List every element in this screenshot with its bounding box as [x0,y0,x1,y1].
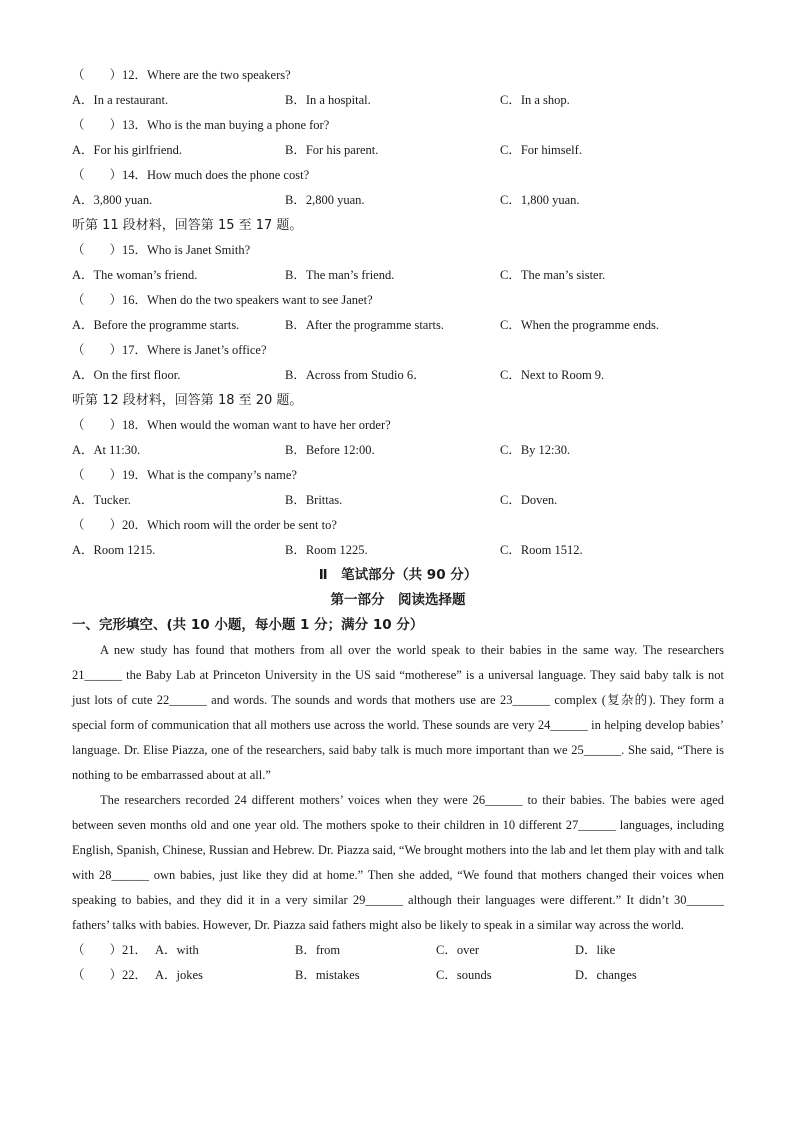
option-b: B．Before 12:00. [285,443,375,457]
cloze-question-22 [72,963,724,988]
option-a: A．Tucker. [72,493,131,507]
option-c: C．1,800 yuan. [500,193,580,207]
cloze-question-21 [72,938,724,963]
question-20: （ ）20．Which room will the order be sent to? [72,518,337,532]
section-title: Ⅱ 笔试部分（共 90 分） [318,567,478,583]
option-c: C．The man’s sister. [500,268,606,282]
option-c: C．By 12:30. [500,443,571,457]
question-19: （ ）19．What is the company’s name? [72,468,297,482]
cloze-title: 一、完形填空、(共 10 小题，每小题 1 分；满分 10 分） [72,617,424,633]
options-14 [72,188,724,213]
option-b: B．Room 1225. [285,543,368,557]
option-b: B．mistakes [295,968,360,982]
option-b: B．from [295,943,341,957]
option-b: B．For his parent. [285,143,379,157]
part-title: 第一部分 阅读选择题 [330,592,466,608]
option-c: C．Next to Room 9. [500,368,605,382]
option-a: A．Before the programme starts. [72,318,240,332]
option-a: A．The woman’s friend. [72,268,198,282]
option-a: A．with [155,943,199,957]
option-d: D．changes [575,968,637,982]
option-a: A．For his girlfriend. [72,143,183,157]
option-c: C．For himself. [500,143,582,157]
listening-heading-11: 听第 11 段材料，回答第 15 至 17 题。 [72,218,303,233]
options-12 [72,88,724,113]
question-14: （ ）14．How much does the phone cost? [72,168,310,182]
question-12: （ ）12．Where are the two speakers? [72,68,291,82]
option-a: A．3,800 yuan. [72,193,153,207]
option-d: D．like [575,943,616,957]
option-a: A．jokes [155,968,203,982]
option-c: C．In a shop. [500,93,570,107]
option-c: C．When the programme ends. [500,318,659,332]
option-a: A．On the first floor. [72,368,181,382]
cloze-paragraph-1: A new study has found that mothers from all over the world speak to their babies in the same way. The researchers 21______ the Baby Lab at Princeton University in the US said “motherese” is a universal language. They said baby talk is not just lots of cute 22______ and words. The sounds and words that mothers use are 23______ complex (复杂的). They form a special form of communication that all mothers use across the world. These sounds are very 24______ in helping develop babies’ language. Dr. Elise Piazza, one of the researchers, said baby talk is much more important than we 25______. She said, “There is nothing to be embarrassed about at all.” [72,643,724,782]
question-number: （ ）21． [72,943,148,957]
option-c: C．Room 1512. [500,543,583,557]
question-15: （ ）15．Who is Janet Smith? [72,243,251,257]
question-18: （ ）18．When would the woman want to have her order? [72,418,391,432]
option-a: A．In a restaurant. [72,93,169,107]
option-c: C．Doven. [500,493,558,507]
exam-page [72,63,724,988]
question-number: （ ）22． [72,968,148,982]
question-17: （ ）17．Where is Janet’s office? [72,343,267,357]
option-b: B．In a hospital. [285,93,371,107]
option-b: B．After the programme starts. [285,318,444,332]
option-b: B．Across from Studio 6． [285,368,426,382]
option-a: A．Room 1215. [72,543,156,557]
options-15 [72,263,724,288]
options-20 [72,538,724,563]
option-b: B．Brittas. [285,493,343,507]
options-18 [72,438,724,463]
option-c: C．over [436,943,480,957]
options-17 [72,363,724,388]
listening-heading-12: 听第 12 段材料，回答第 18 至 20 题。 [72,393,303,408]
options-13 [72,138,724,163]
question-16: （ ）16．When do the two speakers want to see Janet? [72,293,373,307]
option-b: B．2,800 yuan. [285,193,365,207]
option-c: C．sounds [436,968,492,982]
cloze-paragraph-2: The researchers recorded 24 different mothers’ voices when they were 26______ to their babies. The babies were aged between seven months old and one year old. The mothers spoke to their children in 10 different 27______ languages, including English, Spanish, Chinese, Russian and Hebrew. Dr. Piazza said, “We brought mothers into the lab and let them play with and talk with 28______ own babies, just like they did at home.” Then she added, “We found that mothers changed their voices when speaking to babies, and they did it in a very similar 29______ although their languages were different.” It didn’t 30______ fathers’ talks with babies. However, Dr. Piazza said fathers might also be likely to speak in a similar way across the world. [72,793,724,932]
options-19 [72,488,724,513]
option-a: A．At 11:30. [72,443,141,457]
options-16 [72,313,724,338]
option-b: B．The man’s friend. [285,268,395,282]
question-13: （ ）13．Who is the man buying a phone for? [72,118,330,132]
